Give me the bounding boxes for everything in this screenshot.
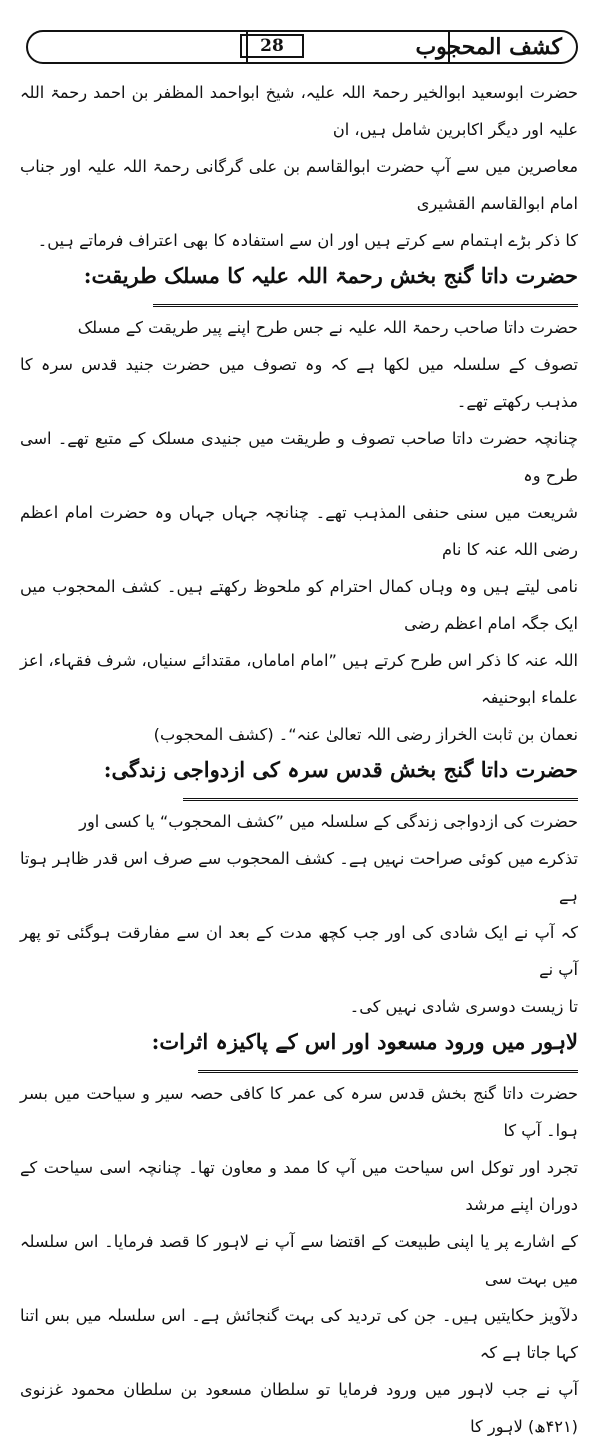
book-title: كشف المحجوب [415,34,562,60]
section-heading: حضرت داتا گنج بخش قدس سرہ کی ازدواجی زندگی: [103,757,578,782]
intro-line: کا ذکر بڑے اہتمام سے کرتے ہیں اور ان سے استفادہ کا بھی اعتراف فرماتے ہیں۔ [37,231,578,250]
heading-underline [153,304,578,307]
section-heading-block [20,753,578,803]
body-line: نعمان بن ثابت الخراز رضی اللہ تعالیٰ عنہ“۔ (کشف المحجوب) [153,725,578,744]
page-body [20,74,578,1445]
body-line: کہ آپ نے ایک شادی کی اور جب کچھ مدت کے بعد ان سے مفارقت ہوگئی تو پھر آپ نے [20,923,578,979]
body-line: آپ نے جب لاہور میں ورود فرمایا تو سلطان مسعود بن سلطان محمود غزنوی (۴۲۱ھ) لاہور کا [20,1380,578,1436]
section-heading: حضرت داتا گنج بخش رحمۃ اللہ علیہ کا مسلک طریقت: [83,263,578,288]
body-line: نامی لیتے ہیں وہ وہاں کمال احترام کو ملحوظ رکھتے ہیں۔ کشف المحجوب میں ایک جگہ امام اعظم رضی [20,577,578,633]
body-line: تجرد اور توکل اس سیاحت میں آپ کا ممد و معاون تھا۔ چنانچہ اسی سیاحت کے دوران اپنے مرشد [20,1158,578,1214]
page-number: 28 [240,34,304,58]
body-line: حضرت داتا صاحب رحمۃ اللہ علیہ نے جس طرح اپنے پیر طریقت کے مسلک [77,318,578,337]
heading-underline [198,1070,578,1073]
section-heading: لاہور میں ورود مسعود اور اس کے پاکیزہ اثرات: [151,1029,578,1054]
body-line: چنانچہ حضرت داتا صاحب تصوف و طریقت میں جنیدی مسلک کے متبع تھے۔ اسی طرح وہ [20,429,578,485]
body-line: حضرت کی ازدواجی زندگی کے سلسلہ میں ”کشف المحجوب“ یا کسی اور [79,812,578,831]
body-line: تا زیست دوسری شادی نہیں کی۔ [349,997,578,1016]
body-line: اللہ عنہ کا ذکر اس طرح کرتے ہیں ”امام اماماں، مقتدائے سنیاں، شرف فقہاء، اعز علماء ابوحنیفہ [20,651,578,707]
body-line: تصوف کے سلسلہ میں لکھا ہے کہ وہ تصوف میں حضرت جنید قدس سرہ کا مذہب رکھتے تھے۔ [20,355,578,411]
body-line: کے اشارے پر یا اپنی طبیعت کے اقتضا سے آپ نے لاہور کا قصد فرمایا۔ اس سلسلہ میں بہت سی [20,1232,578,1288]
body-line: شریعت میں سنی حنفی المذہب تھے۔ چنانچہ جہاں جہاں وہ حضرت امام اعظم رضی اللہ عنہ کا نام [20,503,578,559]
body-line: دلآویز حکایتیں ہیں۔ جن کی تردید کی بہت گنجائش ہے۔ اس سلسلہ میں بس اتنا کہا جاتا ہے کہ [20,1306,578,1362]
section-heading-block [20,1025,578,1075]
body-line: حضرت داتا گنج بخش قدس سرہ کی عمر کا کافی حصہ سیر و سیاحت میں بسر ہوا۔ آپ کا [20,1084,578,1140]
intro-line: حضرت ابوسعید ابوالخیر رحمۃ اللہ علیہ، شیخ ابواحمد المظفر بن احمد رحمۃ اللہ علیہ اور دیگر اکابرین شامل ہیں، ان [20,83,578,139]
intro-line: معاصرین میں سے آپ حضرت ابوالقاسم بن علی گرگانی رحمۃ اللہ علیہ اور جناب امام ابوالقاسم القشیری [20,157,578,213]
heading-underline [183,798,578,801]
body-line: تذکرے میں کوئی صراحت نہیں ہے۔ کشف المحجوب سے صرف اس قدر ظاہر ہوتا ہے [20,849,578,905]
section-heading-block [20,259,578,309]
